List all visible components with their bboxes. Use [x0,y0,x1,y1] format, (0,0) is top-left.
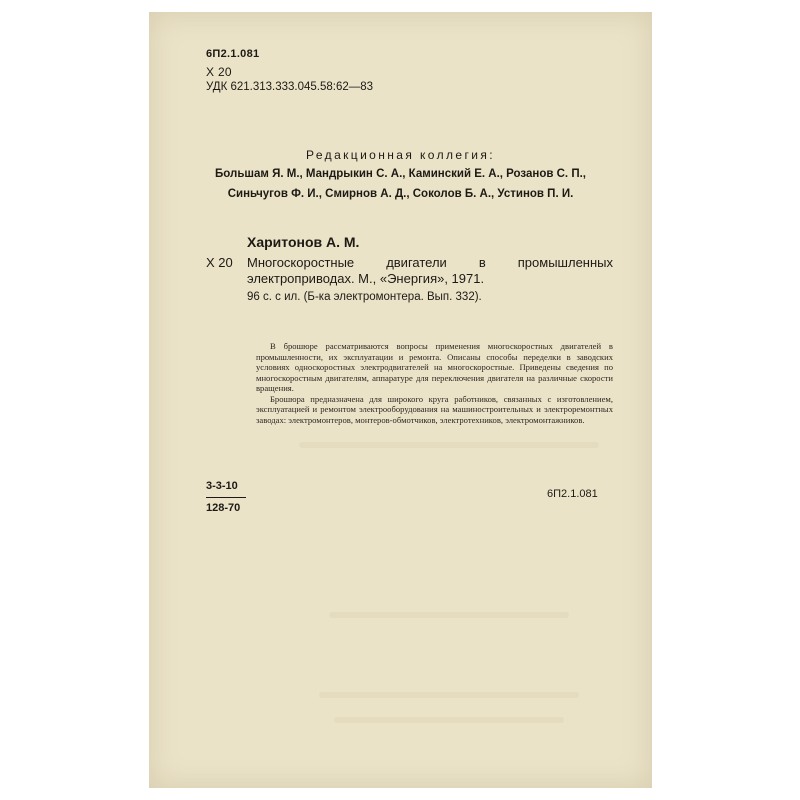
bleed-through-line [329,612,569,618]
index-code: Х 20 [206,65,232,79]
author-name: Харитонов А. М. [247,234,360,250]
price-code-bottom: 128-70 [206,502,241,514]
editorial-board-line-1: Большам Я. М., Мандрыкин С. А., Каминский Е. А., Розанов С. П., [215,168,586,180]
editorial-board-line-2: Синьчугов Ф. И., Смирнов А. Д., Соколов Б. А., Устинов П. И. [227,188,574,200]
udk-code: УДК 621.313.333.045.58:62—83 [206,81,374,93]
bleed-through-line [319,692,579,698]
bleed-through-line [334,717,564,723]
abstract [256,341,613,425]
book-title-line-2: электроприводах. М., «Энергия», 1971. [247,271,485,286]
pages-series-info: 96 с. с ил. (Б-ка электромонтера. Вып. 332). [247,291,482,303]
classification-code-right: 6П2.1.081 [547,488,598,500]
fraction-line [206,497,246,498]
abstract-paragraph-2: Брошюра предназначена для широкого круга работников, связанных с изготовлением, эксплуатацией и ремонтом электрооборудования на машиностроительных и электроремонтных заводах: электромонтеров, монтеров-обмотчиков, электротехников, электромонтажников. [256,393,613,425]
classification-code: 6П2.1.081 [206,48,260,60]
book-page [149,12,652,788]
book-title-line-1: Многоскоростные двигатели в промышленных [247,255,613,270]
editorial-board-heading: Редакционная коллегия: [305,148,495,162]
abstract-paragraph-1: В брошюре рассматриваются вопросы применения многоскоростных двигателей в промышленности, их эксплуатации и ремонта. Описаны способы переделки в заводских условиях односкоростных электродвигателей на многоскоростные. Приведены сведения по многоскоростным двигателям, аппаратуре для переключения двигателя на различные скорости вращения. [256,341,613,393]
bleed-through-line [299,442,599,448]
catalog-code: Х 20 [206,255,233,270]
price-code-top: 3-3-10 [206,480,238,492]
